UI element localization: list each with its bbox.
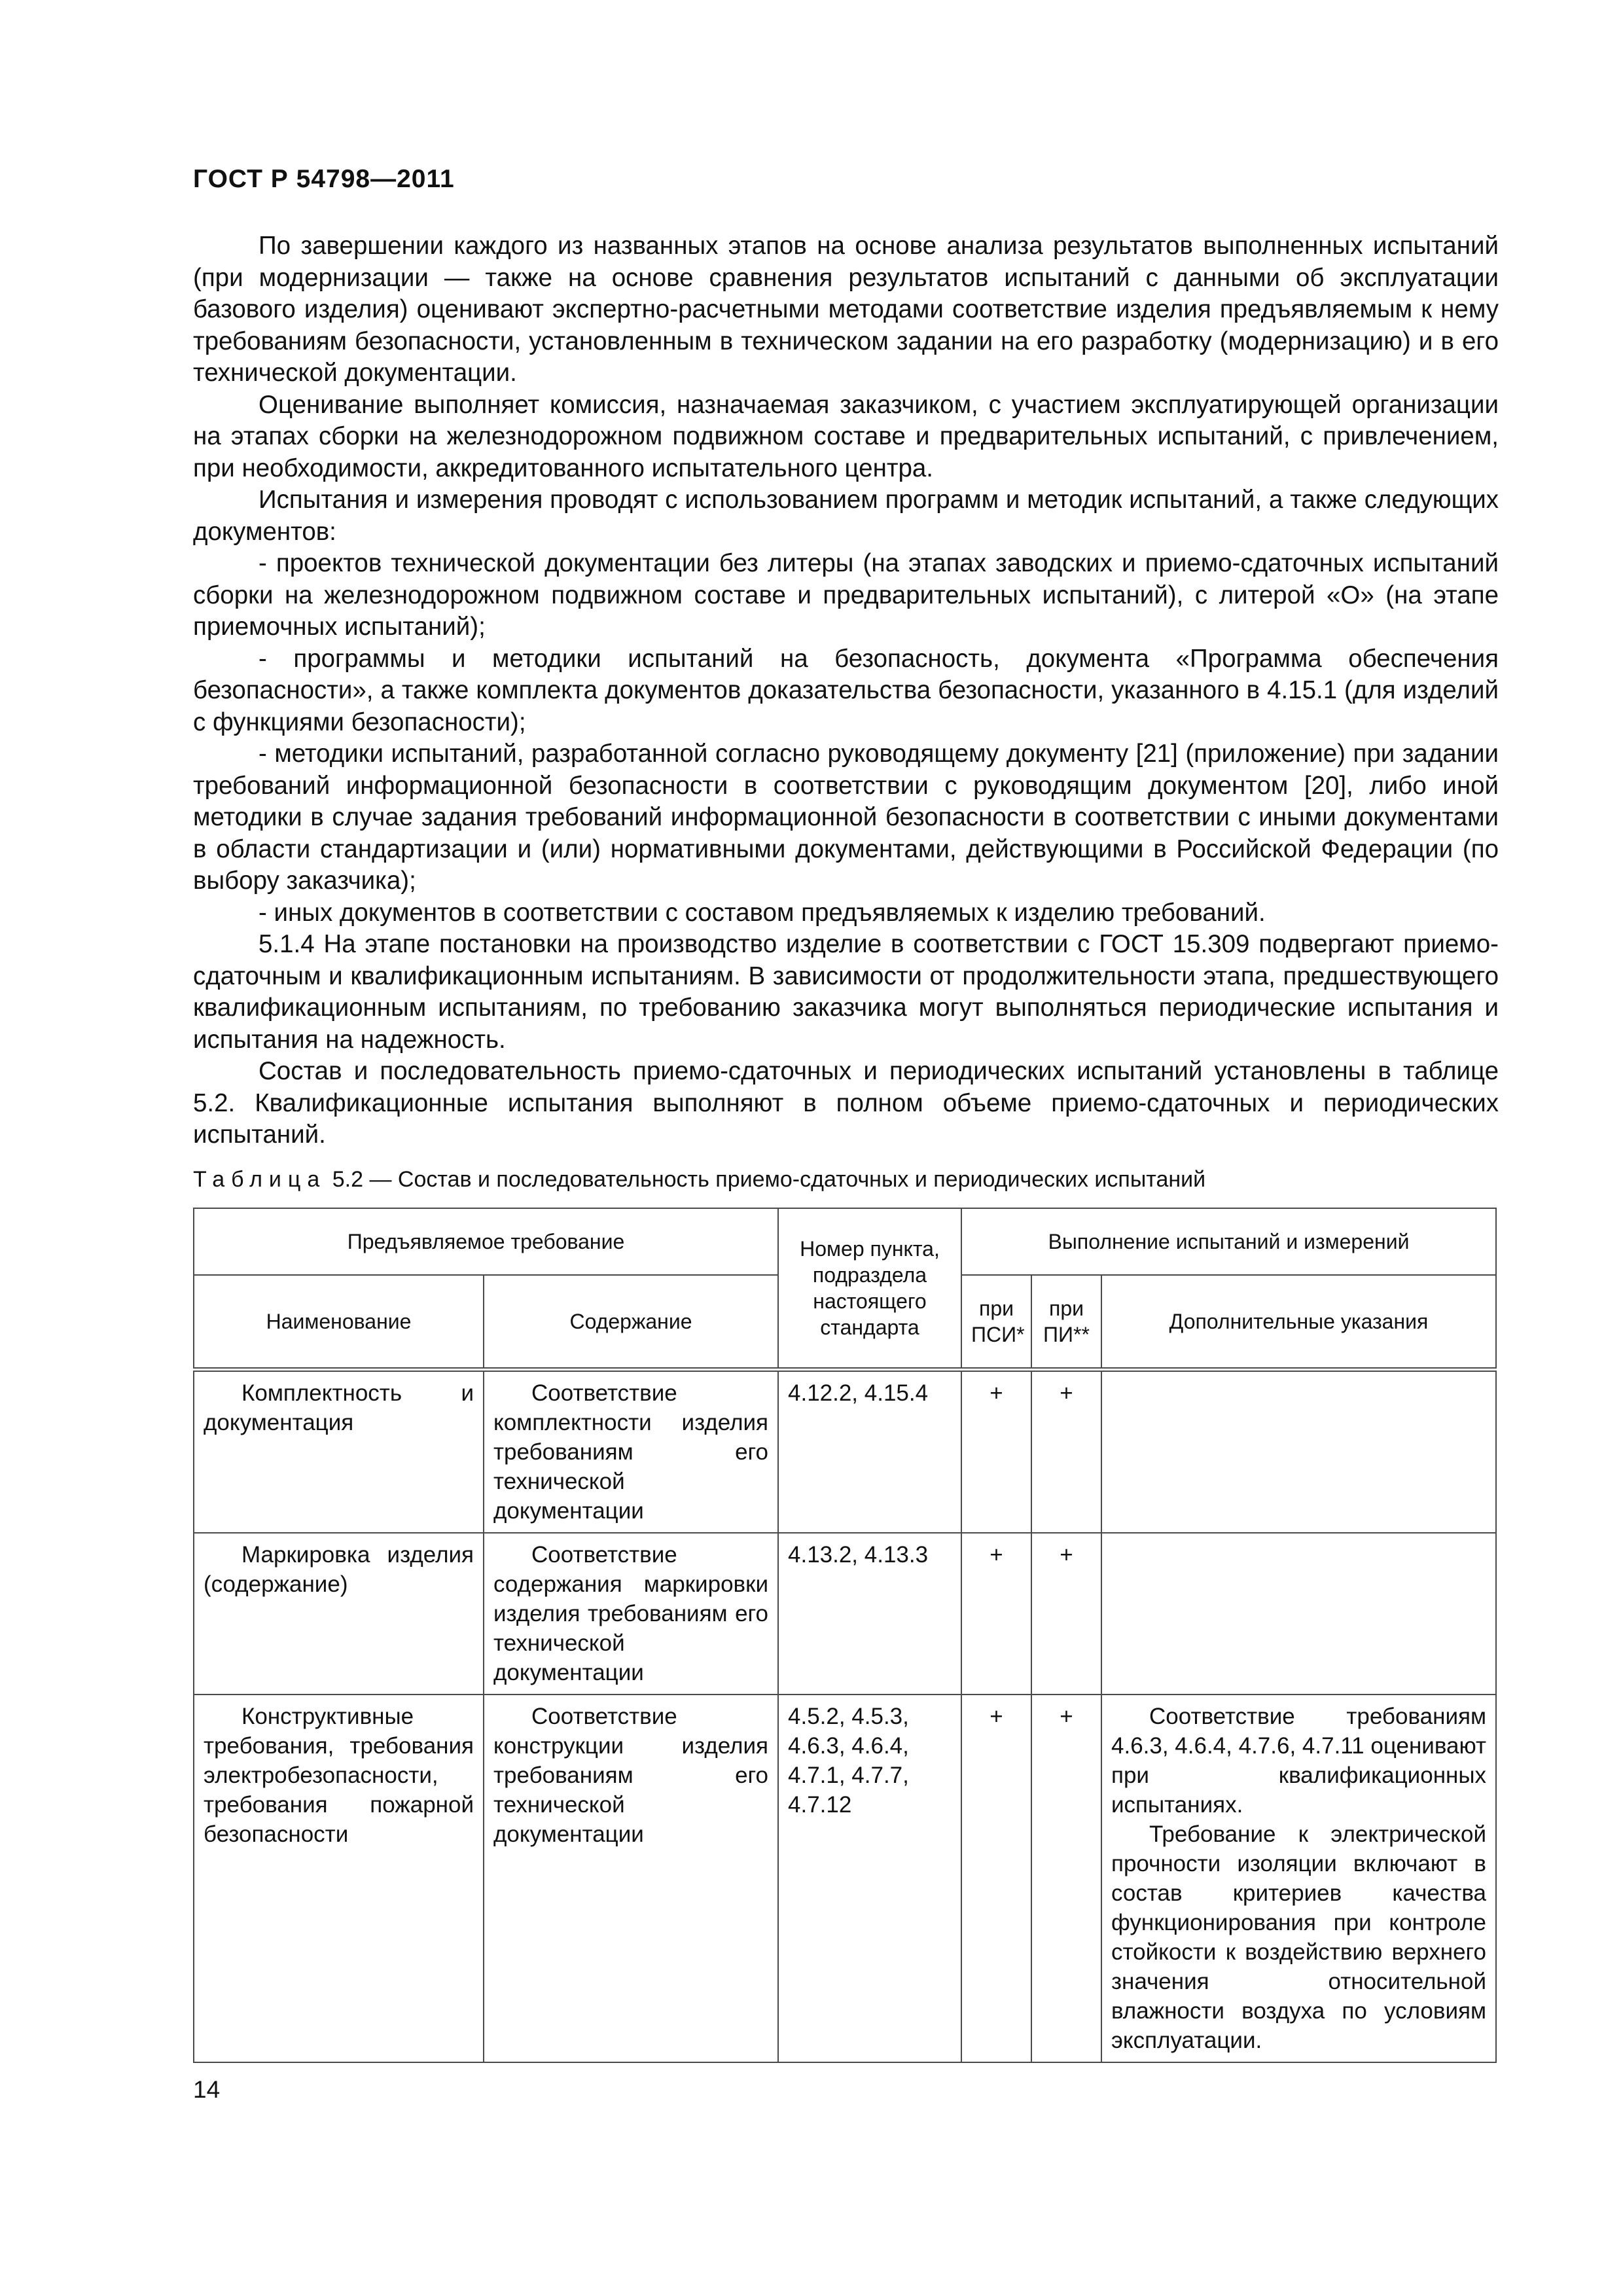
header-requirement-group: Предъявляемое требование bbox=[194, 1208, 778, 1275]
clause-paragraph: 5.1.4 На этапе постановки на производство изделие в соответствии с ГОСТ 15.309 подвергают приемо-сдаточным и квалификационным испытаниям. В зависимости от продолжительности этапа, предшествующего квалификационным испытаниям, по требованию заказчика могут выполняться периодические испытания и испытания на надежность. bbox=[193, 930, 1499, 1054]
header-clause: Номер пункта, подраздела настоящего стандарта bbox=[778, 1208, 961, 1370]
cell-pi: + bbox=[1031, 1370, 1101, 1534]
list-item: - иных документов в соответствии с составом предъявляемых к изделию требований. bbox=[259, 898, 1266, 927]
table-caption-text: 5.2 — Состав и последовательность приемо-сдаточных и периодических испытаний bbox=[326, 1167, 1206, 1192]
cell-content: Соответствие конструкции изделия требованиям его технической документации bbox=[484, 1695, 778, 2062]
header-notes: Дополнительные указания bbox=[1101, 1275, 1496, 1370]
list-item: - программы и методики испытаний на безопасность, документа «Программа обеспечения безопасности», а также комплекта документов доказательства безопасности, указанного в 4.15.1 (для изделий с функциями безопасности); bbox=[193, 644, 1499, 736]
cell-name: Комплектность и документация bbox=[194, 1370, 484, 1534]
paragraph: Испытания и измерения проводят с использованием программ и методик испытаний, а также следующих документов: bbox=[193, 486, 1499, 546]
body-text bbox=[193, 230, 1499, 1151]
header-psi: при ПСИ* bbox=[961, 1275, 1031, 1370]
table-header-row bbox=[194, 1208, 1496, 1275]
page-number: 14 bbox=[193, 2076, 221, 2103]
cell-notes bbox=[1101, 1533, 1496, 1695]
requirements-table bbox=[193, 1208, 1497, 2063]
cell-content: Соответствие содержания маркировки изделия требованиям его технической документации bbox=[484, 1533, 778, 1695]
cell-content: Соответствие комплектности изделия требованиям его технической документации bbox=[484, 1370, 778, 1534]
list-item: - методики испытаний, разработанной согласно руководящему документу [21] (приложение) при задании требований информационной безопасности в соответствии с руководящим документом [20], либо иной методики в случае задания требований информационной безопасности в соответствии с иными документами в области стандартизации и (или) нормативными документами, действующими в Российской Федерации (по выбору заказчика); bbox=[193, 740, 1499, 895]
table-caption bbox=[193, 1166, 1205, 1193]
header-pi: при ПИ** bbox=[1031, 1275, 1101, 1370]
paragraph: По завершении каждого из названных этапов на основе анализа результатов выполненных испытаний (при модернизации — также на основе сравнения результатов испытаний с данными об эксплуатации базового изделия) оценивают экспертно-расчетными методами соответствие изделия предъявляемым к нему требованиям безопасности, установленным в техническом задании на его разработку (модернизацию) и в его технической документации. bbox=[193, 232, 1499, 387]
list-item: - проектов технической документации без литеры (на этапах заводских и приемо-сдаточных испытаний сборки на железнодорожном подвижном составе и предварительных испытаний), с литерой «О» (на этапе приемочных испытаний); bbox=[193, 549, 1499, 641]
cell-clause: 4.12.2, 4.15.4 bbox=[778, 1370, 961, 1534]
table-caption-label: Таблица bbox=[193, 1167, 327, 1192]
document-code: ГОСТ Р 54798—2011 bbox=[193, 165, 455, 193]
cell-notes bbox=[1101, 1695, 1496, 2062]
note-paragraph: Соответствие требованиям 4.6.3, 4.6.4, 4.7.6, 4.7.11 оценивают при квалификационных испытаниях. bbox=[1111, 1704, 1487, 1818]
table-row bbox=[194, 1370, 1496, 1534]
paragraph: Оценивание выполняет комиссия, назначаемая заказчиком, с участием эксплуатирующей организации на этапах сборки на железнодорожном подвижном составе и предварительных испытаний, с привлечением, при необходимости, аккредитованного испытательного центра. bbox=[193, 390, 1499, 482]
note-paragraph: Требование к электрической прочности изоляции включают в состав критериев качества функционирования при контроле стойкости к воздействию верхнего значения относительной влажности воздуха по условиям эксплуатации. bbox=[1111, 1821, 1487, 2053]
cell-pi: + bbox=[1031, 1533, 1101, 1695]
header-execution-group: Выполнение испытаний и измерений bbox=[961, 1208, 1496, 1275]
table-row bbox=[194, 1695, 1496, 2062]
cell-name: Конструктивные требования, требования электробезопасности, требования пожарной безопасности bbox=[194, 1695, 484, 2062]
cell-pi: + bbox=[1031, 1695, 1101, 2062]
cell-psi: + bbox=[961, 1695, 1031, 2062]
cell-psi: + bbox=[961, 1370, 1031, 1534]
header-name: Наименование bbox=[194, 1275, 484, 1370]
header-content: Содержание bbox=[484, 1275, 778, 1370]
cell-clause: 4.13.2, 4.13.3 bbox=[778, 1533, 961, 1695]
cell-psi: + bbox=[961, 1533, 1031, 1695]
paragraph: Состав и последовательность приемо-сдаточных и периодических испытаний установлены в таблице 5.2. Квалификационные испытания выполняют в полном объеме приемо-сдаточных и периодических испытаний. bbox=[193, 1057, 1499, 1149]
table-row bbox=[194, 1533, 1496, 1695]
cell-name: Маркировка изделия (содержание) bbox=[194, 1533, 484, 1695]
cell-notes bbox=[1101, 1370, 1496, 1534]
cell-clause: 4.5.2, 4.5.3, 4.6.3, 4.6.4, 4.7.1, 4.7.7, 4.7.12 bbox=[778, 1695, 961, 2062]
